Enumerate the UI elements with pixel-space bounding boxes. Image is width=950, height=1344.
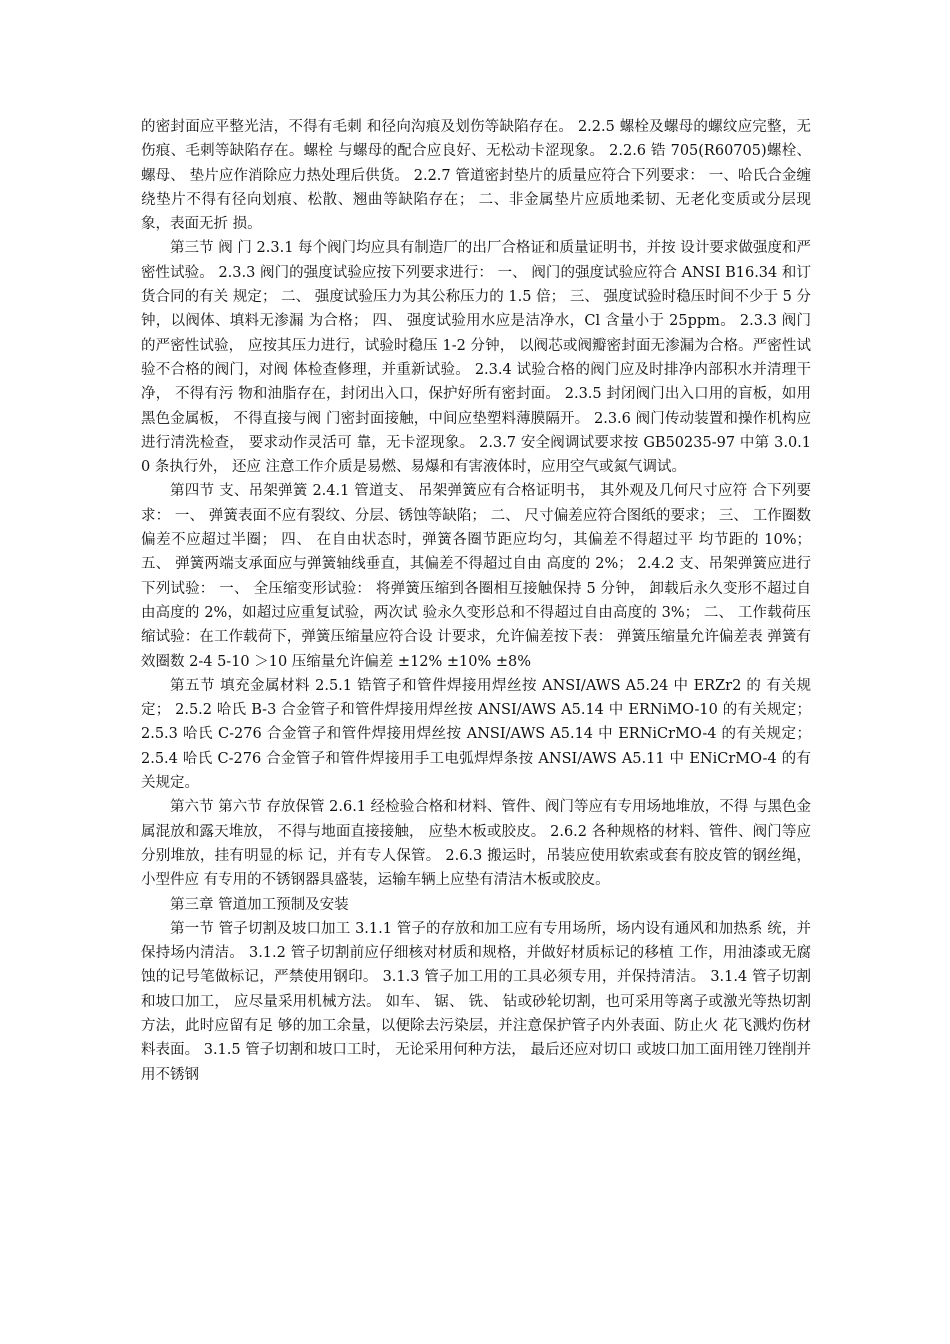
paragraph-section-5-filler-metals: 第五节 填充金属材料 2.5.1 锆管子和管件焊接用焊丝按 ANSI/AWS A5.24 中 ERZr2 的 有关规定； 2.5.2 哈氏 B-3 合金管子和管件焊接用焊丝按 ANSI/AWS A5.14 中 ERNiMO-10 的有关规定； 2.5.3 哈氏 C-276 合金管子和管件焊接用焊丝按 ANSI/AWS A5.14 中 ERNiCrMO-4 的有关规定； 2.5.4 哈氏 C-276 合金管子和管件焊接用手工电弧焊焊条按 ANSI/AWS A5.11 中 ENiCrMO-4 的有关规定。 xyxy=(141,677,811,792)
document-body xyxy=(141,115,811,1087)
paragraph-chapter-3-section-1-cutting: 第一节 管子切割及坡口加工 3.1.1 管子的存放和加工应有专用场所，场内设有通风和加热系 统，并保持场内清洁。 3.1.2 管子切割前应仔细核对材质和规格，并做好材质标记的移植 工作，用油漆或无腐蚀的记号笔做标记，严禁使用钢印。 3.1.3 管子加工用的工具必须专用，并保持清洁。 3.1.4 管子切割和坡口加工， 应尽量采用机械方法。 如车、 锯、 铣、 钻或砂轮切割，也可采用等离子或激光等热切割方法，此时应留有足 够的加工余量，以便除去污染层，并注意保护管子内外表面、防止火 花飞溅灼伤材料表面。 3.1.5 管子切割和坡口工时， 无论采用何种方法， 最后还应对切口 或坡口加工面用锉刀锉削并用不锈钢 xyxy=(141,920,811,1083)
paragraph-section-4-springs: 第四节 支、吊架弹簧 2.4.1 管道支、 吊架弹簧应有合格证明书， 其外观及几何尺寸应符 合下列要求： 一、 弹簧表面不应有裂纹、分层、锈蚀等缺陷； 二、 尺寸偏差应符合图纸的要求； 三、 工作圈数偏差不应超过半圈； 四、 在自由状态时，弹簧各圈节距应均匀，其偏差不得超过平 均节距的 10%； 五、 弹簧两端支承面应与弹簧轴线垂直，其偏差不得超过自由 高度的 2%； 2.4.2 支、吊架弹簧应进行下列试验： 一、 全压缩变形试验： 将弹簧压缩到各圈相互接触保持 5 分钟， 卸载后永久变形不超过自由高度的 2%，如超过应重复试验，两次试 验永久变形总和不得超过自由高度的 3%； 二、 工作载荷压缩试验：在工作载荷下，弹簧压缩量应符合设 计要求，允许偏差按下表： 弹簧压缩量允许偏差表 弹簧有效圈数 2-4 5-10 ＞10 压缩量允许偏差 ±12% ±10% ±8% xyxy=(141,483,811,670)
paragraph-section-6-storage: 第六节 第六节 存放保管 2.6.1 经检验合格和材料、管件、阀门等应有专用场地堆放，不得 与黑色金属混放和露天堆放， 不得与地面直接接触， 应垫木板或胶皮。 2.6.2 各种规格的材料、管件、阀门等应分别堆放，挂有明显的标 记，并有专人保管。 2.6.3 搬运时，吊装应使用软索或套有胶皮管的钢丝绳， 小型件应 有专用的不锈钢器具盛装，运输车辆上应垫有清洁木板或胶皮。 xyxy=(141,799,811,889)
chapter-3-heading: 第三章 管道加工预制及安装 xyxy=(170,896,349,913)
paragraph-seals-bolts-gaskets: 的密封面应平整光洁，不得有毛刺 和径向沟痕及划伤等缺陷存在。 2.2.5 螺栓及螺母的螺纹应完整，无伤痕、毛刺等缺陷存在。螺栓 与螺母的配合应良好、无松动卡涩现象。 2.2.6 锆 705(R60705)螺栓、 螺母、 垫片应作消除应力热处理后供货。 2.2.7 管道密封垫片的质量应符合下列要求： 一、哈氏合金缠绕垫片不得有径向划痕、松散、翘曲等缺陷存在； 二、非金属垫片应质地柔韧、无老化变质或分层现象，表面无折 损。 xyxy=(141,119,811,233)
paragraph-section-3-valves: 第三节 阀 门 2.3.1 每个阀门均应具有制造厂的出厂合格证和质量证明书，并按 设计要求做强度和严密性试验。 2.3.3 阀门的强度试验应按下列要求进行： 一、 阀门的强度试验应符合 ANSI B16.34 和订货合同的有关 规定； 二、 强度试验压力为其公称压力的 1.5 倍； 三、 强度试验时稳压时间不少于 5 分钟，以阀体、填料无渗漏 为合格； 四、 强度试验用水应是洁净水，Cl 含量小于 25ppm。 2.3.3 阀门的严密性试验， 应按其压力进行，试验时稳压 1-2 分钟， 以阀芯或阀瓣密封面无渗漏为合格。严密性试验不合格的阀门，对阀 体检查修理，并重新试验。 2.3.4 试验合格的阀门应及时排净内部积水并清理干净， 不得有污 物和油脂存在，封闭出入口，保护好所有密封面。 2.3.5 封闭阀门出入口用的盲板，如用黑色金属板， 不得直接与阀 门密封面接触，中间应垫塑料薄膜隔开。 2.3.6 阀门传动装置和操作机构应进行清洗检查， 要求动作灵活可 靠，无卡涩现象。 2.3.7 安全阀调试要求按 GB50235-97 中第 3.0.10 条执行外， 还应 注意工作介质是易燃、易爆和有害液体时，应用空气或氮气调试。 xyxy=(141,240,811,476)
